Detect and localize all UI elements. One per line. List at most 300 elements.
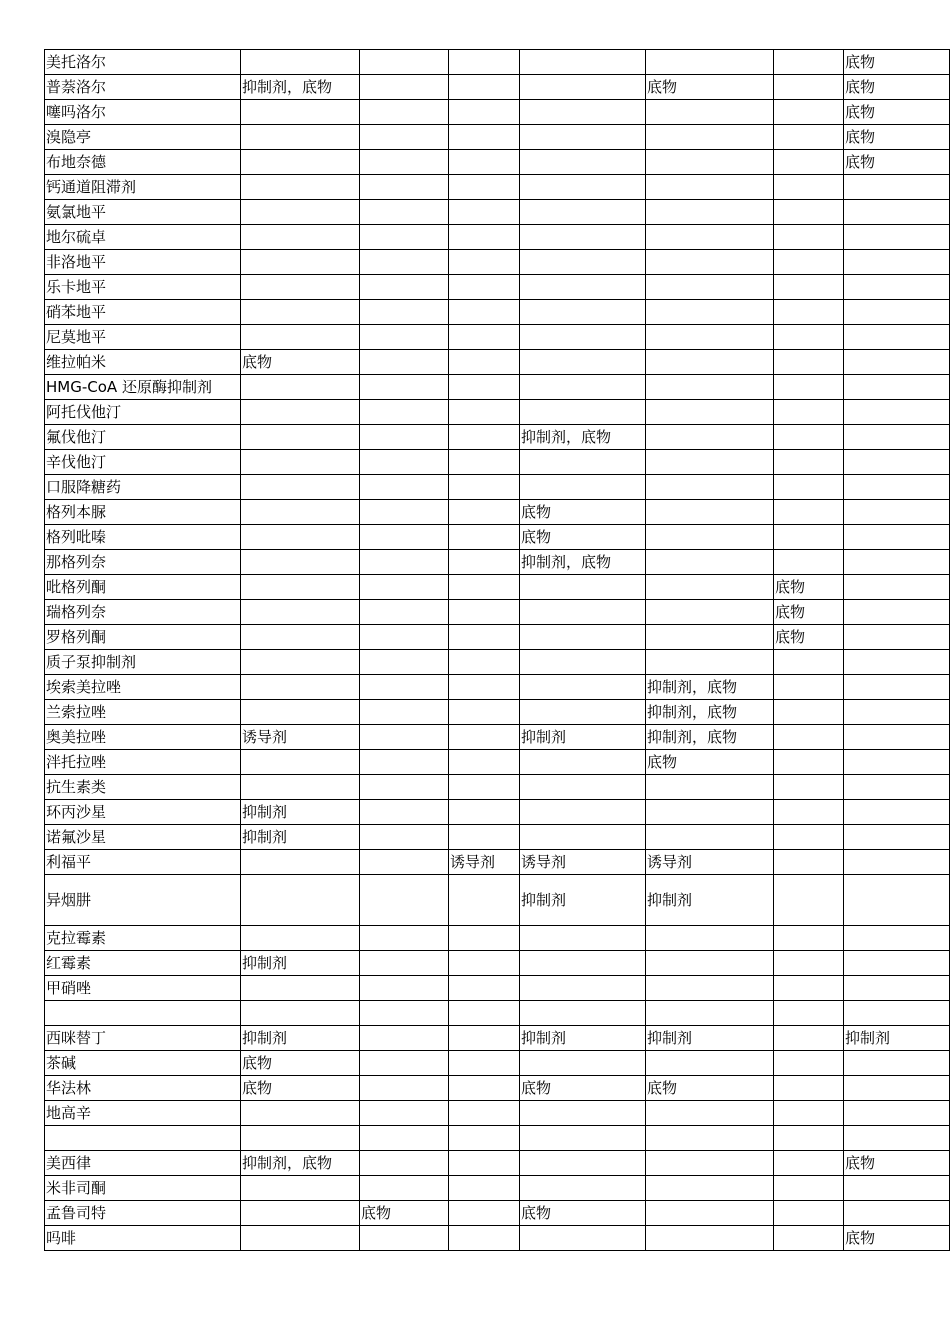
table-cell	[520, 275, 646, 300]
table-cell	[360, 100, 449, 125]
table-cell	[774, 1201, 844, 1226]
table-cell	[449, 1026, 520, 1051]
table-cell	[774, 1076, 844, 1101]
table-cell	[449, 926, 520, 951]
table-cell	[449, 1151, 520, 1176]
table-row	[45, 50, 950, 75]
table-cell	[520, 125, 646, 150]
table-cell	[360, 175, 449, 200]
table-cell	[449, 400, 520, 425]
table-row	[45, 375, 950, 400]
table-cell	[520, 200, 646, 225]
table-cell: 抑制剂，底物	[646, 725, 774, 750]
table-cell	[241, 1201, 360, 1226]
table-cell: 抑制剂，底物	[241, 75, 360, 100]
table-cell	[449, 1176, 520, 1201]
table-cell	[360, 225, 449, 250]
table-cell	[844, 200, 950, 225]
table-row	[45, 850, 950, 875]
drug-name-cell: 环丙沙星	[45, 800, 241, 825]
table-cell	[241, 1226, 360, 1251]
table-cell	[646, 350, 774, 375]
table-cell	[774, 725, 844, 750]
drug-name-cell: 布地奈德	[45, 150, 241, 175]
table-cell	[449, 300, 520, 325]
table-row	[45, 575, 950, 600]
table-cell	[844, 500, 950, 525]
table-cell	[774, 275, 844, 300]
table-cell	[520, 225, 646, 250]
table-cell	[241, 625, 360, 650]
table-cell	[449, 1076, 520, 1101]
table-cell	[520, 1226, 646, 1251]
table-row	[45, 926, 950, 951]
table-cell	[646, 600, 774, 625]
table-cell: 底物	[844, 1151, 950, 1176]
table-cell	[844, 400, 950, 425]
table-cell	[844, 250, 950, 275]
table-cell	[241, 125, 360, 150]
table-row	[45, 1026, 950, 1051]
table-cell	[646, 500, 774, 525]
table-cell	[520, 951, 646, 976]
table-cell	[449, 951, 520, 976]
table-cell	[520, 600, 646, 625]
table-cell	[241, 675, 360, 700]
table-cell	[520, 100, 646, 125]
table-row	[45, 1051, 950, 1076]
table-row	[45, 525, 950, 550]
table-cell	[241, 500, 360, 525]
drug-name-cell: 抗生素类	[45, 775, 241, 800]
table-cell: 底物	[844, 75, 950, 100]
table-cell	[360, 1026, 449, 1051]
table-cell	[774, 1226, 844, 1251]
table-cell	[360, 1176, 449, 1201]
drug-interaction-table	[44, 49, 950, 1251]
table-row	[45, 650, 950, 675]
table-cell	[360, 250, 449, 275]
table-cell: 底物	[520, 525, 646, 550]
table-body	[45, 50, 950, 1251]
drug-name-cell	[45, 1001, 241, 1026]
table-cell	[646, 525, 774, 550]
drug-name-cell: 质子泵抑制剂	[45, 650, 241, 675]
table-cell: 底物	[774, 600, 844, 625]
drug-name-cell: 硝苯地平	[45, 300, 241, 325]
table-cell	[774, 250, 844, 275]
table-cell	[844, 225, 950, 250]
drug-name-cell: 噻吗洛尔	[45, 100, 241, 125]
table-cell	[360, 951, 449, 976]
table-row	[45, 1176, 950, 1201]
table-cell	[241, 150, 360, 175]
drug-name-cell: 埃索美拉唑	[45, 675, 241, 700]
table-cell	[844, 625, 950, 650]
table-cell	[360, 450, 449, 475]
table-cell	[449, 725, 520, 750]
drug-name-cell: 瑞格列奈	[45, 600, 241, 625]
table-cell	[844, 750, 950, 775]
table-cell	[360, 750, 449, 775]
table-cell: 抑制剂	[646, 875, 774, 926]
table-cell	[241, 375, 360, 400]
table-cell	[774, 1176, 844, 1201]
table-cell	[844, 525, 950, 550]
drug-name-cell: 氟伐他汀	[45, 425, 241, 450]
table-row	[45, 750, 950, 775]
table-cell	[520, 625, 646, 650]
table-cell	[449, 976, 520, 1001]
table-cell: 抑制剂	[520, 1026, 646, 1051]
table-cell	[646, 650, 774, 675]
table-cell	[449, 650, 520, 675]
table-cell	[449, 1226, 520, 1251]
drug-name-cell: 乐卡地平	[45, 275, 241, 300]
drug-name-cell: HMG-CoA 还原酶抑制剂	[45, 375, 241, 400]
table-cell	[449, 350, 520, 375]
table-cell	[774, 500, 844, 525]
table-cell	[646, 200, 774, 225]
table-cell	[241, 475, 360, 500]
table-cell	[774, 1101, 844, 1126]
table-cell	[844, 375, 950, 400]
table-row	[45, 1226, 950, 1251]
drug-name-cell: 奥美拉唑	[45, 725, 241, 750]
table-cell	[241, 425, 360, 450]
table-cell	[241, 100, 360, 125]
table-cell	[241, 275, 360, 300]
table-cell	[360, 300, 449, 325]
drug-name-cell: 阿托伐他汀	[45, 400, 241, 425]
table-row	[45, 300, 950, 325]
table-cell	[241, 1001, 360, 1026]
table-cell	[520, 575, 646, 600]
table-cell	[241, 775, 360, 800]
table-cell	[774, 1126, 844, 1151]
table-cell	[646, 425, 774, 450]
table-cell	[360, 650, 449, 675]
table-cell	[646, 825, 774, 850]
table-cell	[449, 500, 520, 525]
table-cell	[844, 600, 950, 625]
table-cell: 底物	[241, 1076, 360, 1101]
table-cell	[449, 525, 520, 550]
table-cell	[520, 1126, 646, 1151]
table-cell	[646, 926, 774, 951]
table-cell: 底物	[241, 350, 360, 375]
drug-name-cell: 诺氟沙星	[45, 825, 241, 850]
table-cell	[774, 175, 844, 200]
table-cell	[449, 1201, 520, 1226]
table-cell	[844, 675, 950, 700]
table-cell: 诱导剂	[646, 850, 774, 875]
table-cell	[241, 1126, 360, 1151]
table-cell	[449, 675, 520, 700]
table-cell: 抑制剂	[520, 875, 646, 926]
table-cell: 底物	[646, 750, 774, 775]
table-row	[45, 775, 950, 800]
table-row	[45, 800, 950, 825]
table-cell	[844, 1176, 950, 1201]
table-cell	[520, 825, 646, 850]
table-cell	[774, 200, 844, 225]
table-cell	[520, 926, 646, 951]
table-cell	[844, 450, 950, 475]
table-cell	[360, 375, 449, 400]
table-cell: 抑制剂	[241, 951, 360, 976]
table-cell	[241, 926, 360, 951]
table-row	[45, 125, 950, 150]
drug-name-cell: 吗啡	[45, 1226, 241, 1251]
table-cell	[774, 225, 844, 250]
table-cell	[520, 50, 646, 75]
table-row	[45, 825, 950, 850]
table-cell	[241, 1176, 360, 1201]
drug-name-cell: 钙通道阻滞剂	[45, 175, 241, 200]
table-row	[45, 1101, 950, 1126]
table-cell	[360, 550, 449, 575]
table-cell	[844, 1201, 950, 1226]
table-cell	[449, 700, 520, 725]
drug-name-cell: 地尔硫卓	[45, 225, 241, 250]
table-cell: 抑制剂	[241, 1026, 360, 1051]
table-cell	[449, 1051, 520, 1076]
table-cell	[520, 75, 646, 100]
drug-name-cell: 维拉帕米	[45, 350, 241, 375]
table-cell	[520, 375, 646, 400]
table-cell	[241, 400, 360, 425]
table-cell	[774, 951, 844, 976]
table-row	[45, 225, 950, 250]
table-cell	[520, 475, 646, 500]
table-cell	[646, 1151, 774, 1176]
table-cell	[844, 175, 950, 200]
table-cell	[774, 1026, 844, 1051]
table-cell: 底物	[774, 625, 844, 650]
table-cell	[449, 450, 520, 475]
table-cell	[774, 850, 844, 875]
drug-name-cell: 西咪替丁	[45, 1026, 241, 1051]
table-row	[45, 325, 950, 350]
table-cell	[646, 1101, 774, 1126]
table-cell	[241, 550, 360, 575]
table-cell	[646, 575, 774, 600]
table-cell	[844, 1101, 950, 1126]
table-cell	[360, 325, 449, 350]
table-cell	[774, 300, 844, 325]
table-cell	[241, 300, 360, 325]
table-cell	[360, 125, 449, 150]
table-cell	[774, 550, 844, 575]
table-cell	[646, 1226, 774, 1251]
table-cell	[520, 400, 646, 425]
table-cell	[241, 650, 360, 675]
drug-name-cell: 格列本脲	[45, 500, 241, 525]
table-cell	[449, 125, 520, 150]
table-cell	[449, 775, 520, 800]
table-cell	[241, 175, 360, 200]
table-cell	[520, 250, 646, 275]
table-cell	[520, 350, 646, 375]
table-cell	[360, 1001, 449, 1026]
table-cell	[360, 1076, 449, 1101]
table-cell	[844, 775, 950, 800]
table-cell: 底物	[844, 50, 950, 75]
table-cell	[360, 275, 449, 300]
table-cell	[520, 1051, 646, 1076]
table-cell	[360, 976, 449, 1001]
drug-name-cell: 米非司酮	[45, 1176, 241, 1201]
drug-name-cell: 氨氯地平	[45, 200, 241, 225]
table-cell: 底物	[520, 500, 646, 525]
table-cell	[844, 325, 950, 350]
table-row	[45, 75, 950, 100]
table-cell	[360, 200, 449, 225]
table-cell	[520, 1176, 646, 1201]
table-cell	[241, 450, 360, 475]
table-cell	[774, 926, 844, 951]
table-cell	[774, 50, 844, 75]
table-cell	[241, 250, 360, 275]
table-cell	[646, 175, 774, 200]
table-cell	[360, 725, 449, 750]
drug-name-cell: 口服降糖药	[45, 475, 241, 500]
table-cell	[844, 425, 950, 450]
table-cell	[646, 325, 774, 350]
table-cell	[774, 150, 844, 175]
table-row	[45, 1201, 950, 1226]
table-cell	[360, 675, 449, 700]
table-row	[45, 400, 950, 425]
table-cell	[646, 400, 774, 425]
table-cell	[774, 875, 844, 926]
table-cell	[449, 1126, 520, 1151]
table-cell: 抑制剂	[844, 1026, 950, 1051]
table-cell	[774, 800, 844, 825]
table-cell	[520, 150, 646, 175]
table-cell	[449, 550, 520, 575]
table-cell	[449, 175, 520, 200]
table-row	[45, 100, 950, 125]
table-cell	[774, 976, 844, 1001]
table-cell	[646, 450, 774, 475]
drug-name-cell: 那格列奈	[45, 550, 241, 575]
table-cell	[844, 951, 950, 976]
table-cell	[360, 350, 449, 375]
table-cell	[774, 650, 844, 675]
table-cell	[449, 800, 520, 825]
table-cell	[360, 775, 449, 800]
table-cell	[241, 325, 360, 350]
table-cell	[241, 700, 360, 725]
table-cell: 底物	[646, 75, 774, 100]
table-cell	[774, 100, 844, 125]
table-cell: 底物	[774, 575, 844, 600]
table-cell	[646, 1126, 774, 1151]
table-cell: 底物	[844, 125, 950, 150]
table-cell	[646, 550, 774, 575]
table-cell	[844, 825, 950, 850]
table-cell	[774, 675, 844, 700]
table-cell	[844, 350, 950, 375]
table-cell	[360, 1151, 449, 1176]
table-cell	[520, 976, 646, 1001]
table-cell	[360, 1051, 449, 1076]
table-cell	[241, 225, 360, 250]
table-cell	[360, 700, 449, 725]
table-cell	[774, 125, 844, 150]
table-cell: 抑制剂	[241, 825, 360, 850]
table-cell	[449, 275, 520, 300]
table-cell	[360, 1126, 449, 1151]
drug-name-cell: 地高辛	[45, 1101, 241, 1126]
table-cell: 底物	[520, 1076, 646, 1101]
table-cell	[646, 150, 774, 175]
table-cell: 底物	[844, 1226, 950, 1251]
drug-name-cell: 吡格列酮	[45, 575, 241, 600]
table-cell	[774, 750, 844, 775]
table-row	[45, 1126, 950, 1151]
table-cell	[360, 1226, 449, 1251]
table-cell	[241, 600, 360, 625]
table-cell	[774, 425, 844, 450]
drug-name-cell: 异烟肼	[45, 875, 241, 926]
table-cell	[360, 50, 449, 75]
table-cell	[520, 650, 646, 675]
table-cell	[241, 750, 360, 775]
table-row	[45, 275, 950, 300]
table-cell	[360, 475, 449, 500]
table-cell	[844, 575, 950, 600]
drug-name-cell: 甲硝唑	[45, 976, 241, 1001]
table-cell	[844, 700, 950, 725]
table-cell	[241, 50, 360, 75]
table-cell: 底物	[520, 1201, 646, 1226]
drug-name-cell: 茶碱	[45, 1051, 241, 1076]
table-cell	[844, 875, 950, 926]
table-cell	[449, 200, 520, 225]
table-cell: 底物	[646, 1076, 774, 1101]
drug-name-cell: 非洛地平	[45, 250, 241, 275]
table-cell	[774, 475, 844, 500]
table-cell: 诱导剂	[241, 725, 360, 750]
table-cell	[646, 800, 774, 825]
drug-name-cell: 美托洛尔	[45, 50, 241, 75]
drug-name-cell: 兰索拉唑	[45, 700, 241, 725]
table-cell	[774, 350, 844, 375]
table-cell	[520, 750, 646, 775]
table-cell	[646, 1001, 774, 1026]
table-cell: 抑制剂，底物	[646, 700, 774, 725]
table-cell	[520, 675, 646, 700]
table-cell: 底物	[360, 1201, 449, 1226]
table-cell	[449, 575, 520, 600]
table-cell	[774, 400, 844, 425]
table-cell	[646, 976, 774, 1001]
drug-name-cell: 辛伐他汀	[45, 450, 241, 475]
table-cell	[520, 1001, 646, 1026]
table-cell	[360, 525, 449, 550]
table-cell	[360, 850, 449, 875]
table-cell: 底物	[844, 100, 950, 125]
table-cell: 诱导剂	[520, 850, 646, 875]
table-cell: 诱导剂	[449, 850, 520, 875]
table-cell	[360, 800, 449, 825]
table-cell: 抑制剂，底物	[520, 425, 646, 450]
table-cell	[449, 475, 520, 500]
table-row	[45, 175, 950, 200]
